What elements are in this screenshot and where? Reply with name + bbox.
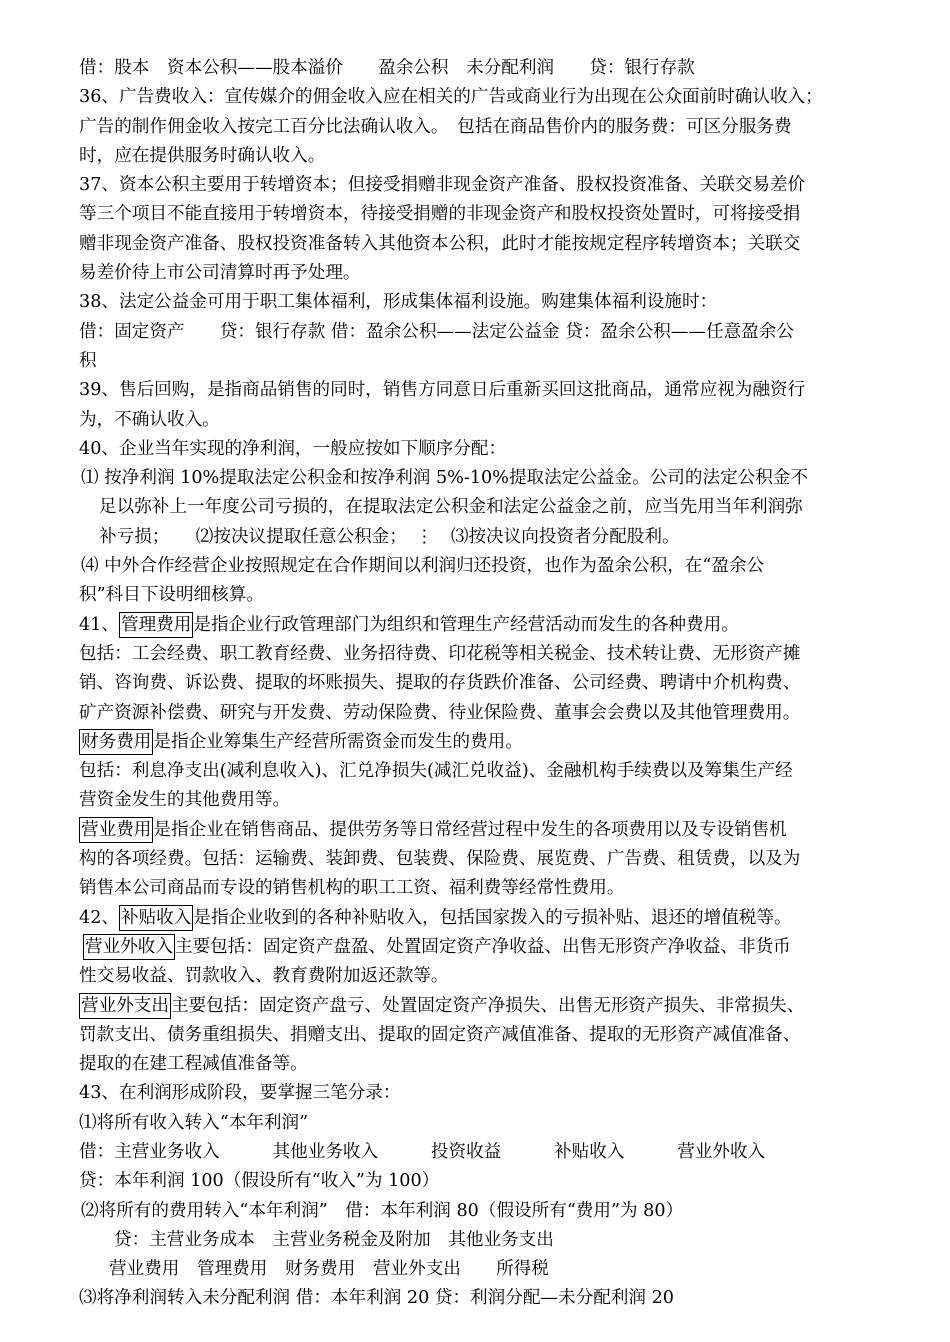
boxed-term-financial-expense: 财务费用 <box>79 729 153 755</box>
text-line: 补亏损； ⑵按决议提取任意公积金； ⋮ ⑶按决议向投资者分配股利。 <box>99 526 680 547</box>
sec42-nonop-income-line <box>79 933 890 962</box>
text-line: 积”科目下设明细核算。 <box>79 585 264 606</box>
boxed-term-selling-expense: 营业费用 <box>79 817 153 843</box>
boxed-term-nonoperating-expense: 营业外支出 <box>79 993 171 1019</box>
text-line: 易差价待上市公司清算时再予处理。 <box>79 263 361 284</box>
text-line: 时，应在提供服务时确认收入。 <box>79 145 326 166</box>
term-definition: 是指企业筹集生产经营所需资金而发生的费用。 <box>153 731 523 752</box>
text-line: 37、资本公积主要用于转增资本；但接受捐赠非现金资产准备、股权投资准备、关联交易差价 <box>79 175 806 196</box>
text-line: 包括：工会经费、职工教育经费、业务招待费、印花税等相关税金、技术转让费、无形资产摊 <box>79 643 801 664</box>
section-number: 42、 <box>79 907 119 928</box>
text-line: ⑶将净利润转入未分配利润 借：本年利润 20 贷：利润分配—未分配利润 20 <box>79 1288 674 1309</box>
term-definition: 主要包括：固定资产盘亏、处置固定资产净损失、出售无形资产损失、非常损失、 <box>170 995 805 1016</box>
sec41-heading-line <box>79 611 890 640</box>
text-line: 借：固定资产 贷：银行存款 借：盈余公积——法定公益金 贷：盈余公积——任意盈余公 <box>79 321 794 342</box>
boxed-term-subsidy-income: 补贴收入 <box>119 905 193 931</box>
text-line: 36、广告费收入：宣传媒介的佣金收入应在相关的广告或商业行为出现在公众面前时确认收入； <box>79 87 823 108</box>
text-line: 40、企业当年实现的净利润，一般应按如下顺序分配： <box>79 438 507 459</box>
text-line: 营业费用 管理费用 财务费用 营业外支出 所得税 <box>109 1259 549 1280</box>
text-line: 营资金发生的其他费用等。 <box>79 790 291 811</box>
text-line: 足以弥补上一年度公司亏损的，在提取法定公积金和法定公益金之前，应当先用当年利润弥 <box>99 497 803 518</box>
text-line: 借：主营业务收入 其他业务收入 投资收益 补贴收入 营业外收入 <box>79 1141 766 1162</box>
term-definition: 主要包括：固定资产盘盈、处置固定资产净收益、出售无形资产净收益、非货币 <box>174 936 791 957</box>
text-line: 贷：本年利润 100（假设所有“收入”为 100） <box>79 1171 440 1192</box>
text-line: 赠非现金资产准备、股权投资准备转入其他资本公积，此时才能按规定程序转增资本；关联交 <box>79 233 801 254</box>
section-number: 41、 <box>79 614 119 635</box>
text-line: 广告的制作佣金收入按完工百分比法确认收入。 包括在商品售价内的服务费：可区分服务费 <box>79 116 792 137</box>
term-definition: 是指企业行政管理部门为组织和管理生产经营活动而发生的各种费用。 <box>193 614 739 635</box>
text-line: 罚款支出、债务重组损失、捐赠支出、提取的固定资产减值准备、提取的无形资产减值准备、 <box>79 1024 801 1045</box>
text-line: ⑵将所有的费用转入“本年利润” 借：本年利润 80（假设所有“费用”为 80） <box>81 1200 684 1221</box>
text-line: 性交易收益、罚款收入、教育费附加返还款等。 <box>79 966 449 987</box>
sec42-nonop-expense-line <box>79 992 890 1021</box>
text-line: 销售本公司商品而专设的销售机构的职工工资、福利费等经常性费用。 <box>79 878 625 899</box>
sec42-heading-line <box>79 904 890 933</box>
text-line: 为，不确认收入。 <box>79 409 220 430</box>
text-line: 38、法定公益金可用于职工集体福利，形成集体福利设施。购建集体福利设施时： <box>79 292 718 313</box>
text-line: 积 <box>79 350 97 371</box>
text-line: 贷：主营业务成本 主营业务税金及附加 其他业务支出 <box>114 1229 554 1250</box>
text-line: ⑴将所有收入转入“本年利润” <box>79 1112 309 1133</box>
text-line: 销、咨询费、诉讼费、提取的坏账损失、提取的存货跌价准备、公司经费、聘请中介机构费、 <box>79 673 801 694</box>
sec41-selling-line <box>79 816 890 845</box>
text-line: 39、售后回购，是指商品销售的同时，销售方同意日后重新买回这批商品，通常应视为融资行 <box>79 380 806 401</box>
term-definition: 是指企业收到的各种补贴收入，包括国家拨入的亏损补贴、退还的增值税等。 <box>193 907 792 928</box>
text-line: 矿产资源补偿费、研究与开发费、劳动保险费、待业保险费、董事会会费以及其他管理费用。 <box>79 702 801 723</box>
boxed-term-nonoperating-income: 营业外收入 <box>83 934 175 960</box>
text-line: ⑷ 中外合作经营企业按照规定在合作期间以利润归还投资，也作为盈余公积，在“盈余公 <box>81 556 765 577</box>
text-line: 43、在利润形成阶段，要掌握三笔分录： <box>79 1083 401 1104</box>
boxed-term-management-expense: 管理费用 <box>119 612 193 638</box>
text-line: 包括：利息净支出(减利息收入)、汇兑净损失(减汇兑收益)、金融机构手续费以及筹集生产经 <box>79 761 793 782</box>
text-line: 提取的在建工程减值准备等。 <box>79 1054 308 1075</box>
text-line: 借：股本 资本公积——股本溢价 盈余公积 未分配利润 贷：银行存款 <box>79 58 695 78</box>
text-line: 等三个项目不能直接用于转增资本，待接受捐赠的非现金资产和股权投资处置时，可将接受捐 <box>79 204 801 225</box>
sec41-financial-line <box>79 728 890 757</box>
text-line: ⑴ 按净利润 10%提取法定公积金和按净利润 5%-10%提取法定公益金。公司的法定公积金不 <box>81 468 809 489</box>
text-line: 构的各项经费。包括：运输费、装卸费、包装费、保险费、展览费、广告费、租赁费，以及为 <box>79 849 801 870</box>
term-definition: 是指企业在销售商品、提供劳务等日常经营过程中发生的各项费用以及专设销售机 <box>153 819 787 840</box>
